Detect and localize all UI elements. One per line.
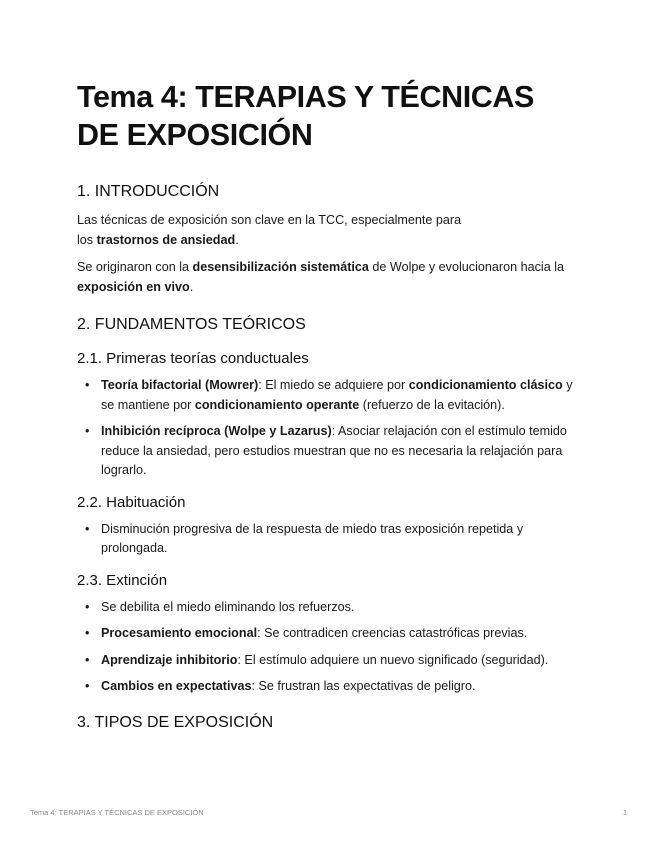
page-footer [30, 808, 627, 817]
list-item: • Se debilita el miedo eliminando los refuerzos. [101, 598, 577, 618]
list-item: • Disminución progresiva de la respuesta de miedo tras exposición repetida y prolongada. [101, 520, 577, 559]
title-line-2: DE EXPOSICIÓN [77, 118, 313, 152]
subsection-heading-extincion: 2.3. Extinción [77, 571, 168, 589]
page-number: 1 [622, 808, 627, 817]
intro-paragraph-1: Las técnicas de exposición son clave en la TCC, especialmente para los trastornos de ansiedad. [77, 213, 462, 247]
title-line-1: Tema 4: TERAPIAS Y TÉCNICAS [77, 80, 534, 114]
page-title [77, 78, 577, 154]
section-heading-fundamentos: 2. FUNDAMENTOS TEÓRICOS [77, 316, 306, 333]
list-habituacion [77, 520, 577, 559]
list-item: • Teoría bifactorial (Mowrer): El miedo se adquiere por condicionamiento clásico y se mantiene por condicionamiento operante (refuerzo de la evitación). [101, 376, 577, 415]
section-heading-introduccion: 1. INTRODUCCIÓN [77, 183, 220, 200]
subsection-heading-primeras-teorias: 2.1. Primeras teorías conductuales [77, 350, 309, 367]
list-item: • Cambios en expectativas: Se frustran las expectativas de peligro. [101, 677, 577, 697]
document-page [77, 78, 577, 742]
list-primeras-teorias [77, 376, 577, 481]
list-item: • Aprendizaje inhibitorio: El estímulo adquiere un nuevo significado (seguridad). [101, 651, 577, 671]
list-item: • Inhibición recíproca (Wolpe y Lazarus): Asociar relajación con el estímulo temido reduce la ansiedad, pero estudios muestran que no es necesaria la relajación para lograrlo. [101, 422, 577, 481]
intro-paragraph-2: Se originaron con la desensibilización sistemática de Wolpe y evolucionaron hacia la exposición en vivo. [77, 260, 564, 294]
subsection-heading-habituacion: 2.2. Habituación [77, 493, 186, 511]
footer-title: Tema 4: TERAPIAS Y TÉCNICAS DE EXPOSICIÓN [30, 808, 204, 817]
list-item: • Procesamiento emocional: Se contradicen creencias catastróficas previas. [101, 624, 577, 644]
list-extincion [77, 598, 577, 697]
section-heading-tipos-exposicion: 3. TIPOS DE EXPOSICIÓN [77, 713, 274, 731]
